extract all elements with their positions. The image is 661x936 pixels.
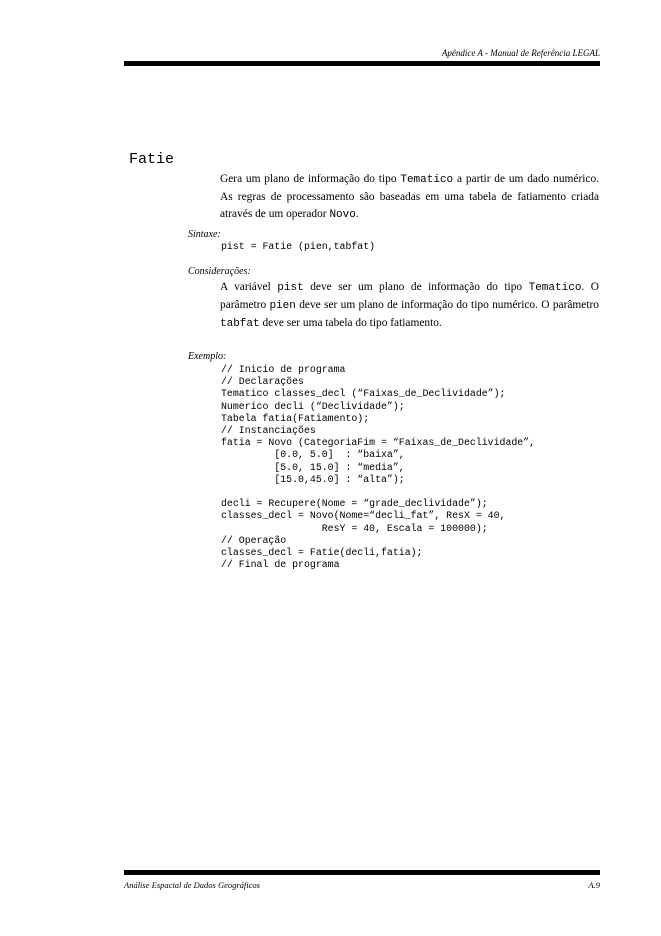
cons-text-5: deve ser uma tabela do tipo fatiamento.: [259, 317, 442, 329]
code-line: [5.0, 15.0] : “media”,: [221, 461, 405, 473]
code-line: Tematico classes_decl (“Faixas_de_Declividade”);: [221, 388, 506, 400]
intro-code-tematico: Tematico: [400, 174, 454, 186]
cons-text-4: deve ser um plano de informação do tipo numérico. O parâmetro: [295, 299, 599, 311]
code-line: Numerico decli (“Declividade”);: [221, 400, 405, 412]
code-line: fatia = Novo (CategoriaFim = “Faixas_de_Declividade”,: [221, 437, 536, 449]
header-rule: [124, 61, 600, 66]
code-line: decli = Recupere(Nome = “grade_declividade”);: [221, 498, 488, 510]
cons-code-pien: pien: [269, 300, 296, 312]
intro-text-2: a partir de um dado numérico. As regras de processamento são baseadas em uma tabela de fatiamento criada através de um operador: [220, 173, 600, 220]
code-line: classes_decl = Fatie(decli,fatia);: [221, 547, 423, 559]
considerations-label: Considerações:: [188, 266, 251, 277]
cons-text-2: deve ser um plano de informação do tipo: [303, 281, 529, 293]
code-line: // Declarações: [221, 376, 304, 388]
section-title: Fatie: [129, 151, 175, 168]
syntax-code: pist = Fatie (pien,tabfat): [221, 241, 376, 252]
cons-text-3: . O parâmetro: [220, 281, 599, 311]
intro-text-3: .: [355, 208, 359, 220]
running-head: Apêndice A - Manual de Referência LEGAL: [441, 48, 600, 58]
code-line: Tabela fatia(Fatiamento);: [221, 412, 370, 424]
considerations-paragraph: [220, 279, 599, 333]
example-label: Exemplo:: [188, 351, 227, 362]
code-line: // Instanciações: [221, 425, 316, 437]
example-code-block: [221, 364, 535, 571]
footer-title: Análise Espacial de Dados Geográficos: [124, 880, 260, 890]
code-line: // Inicio de programa: [221, 364, 346, 375]
cons-code-tematico: Tematico: [528, 282, 582, 294]
footer-rule: [124, 870, 600, 875]
code-line: ResY = 40, Escala = 100000);: [221, 522, 488, 534]
code-line: classes_decl = Novo(Nome=“decli_fat”, ResX = 40,: [221, 510, 506, 522]
cons-code-tabfat: tabfat: [220, 318, 260, 330]
intro-text-1: Gera um plano de informação do tipo: [220, 173, 401, 185]
syntax-label: Sintaxe:: [188, 229, 221, 240]
code-line: // Operação: [221, 534, 287, 546]
cons-code-pist: pist: [277, 282, 304, 294]
page-number: A.9: [588, 880, 600, 890]
intro-code-novo: Novo: [329, 209, 356, 221]
code-line: // Final de programa: [221, 559, 340, 571]
code-line: [0.0, 5.0] : “baixa”,: [221, 449, 405, 461]
cons-text-1: A variável: [220, 281, 278, 293]
intro-paragraph: [220, 171, 599, 224]
code-line: [15.0,45.0] : “alta”);: [221, 473, 405, 485]
